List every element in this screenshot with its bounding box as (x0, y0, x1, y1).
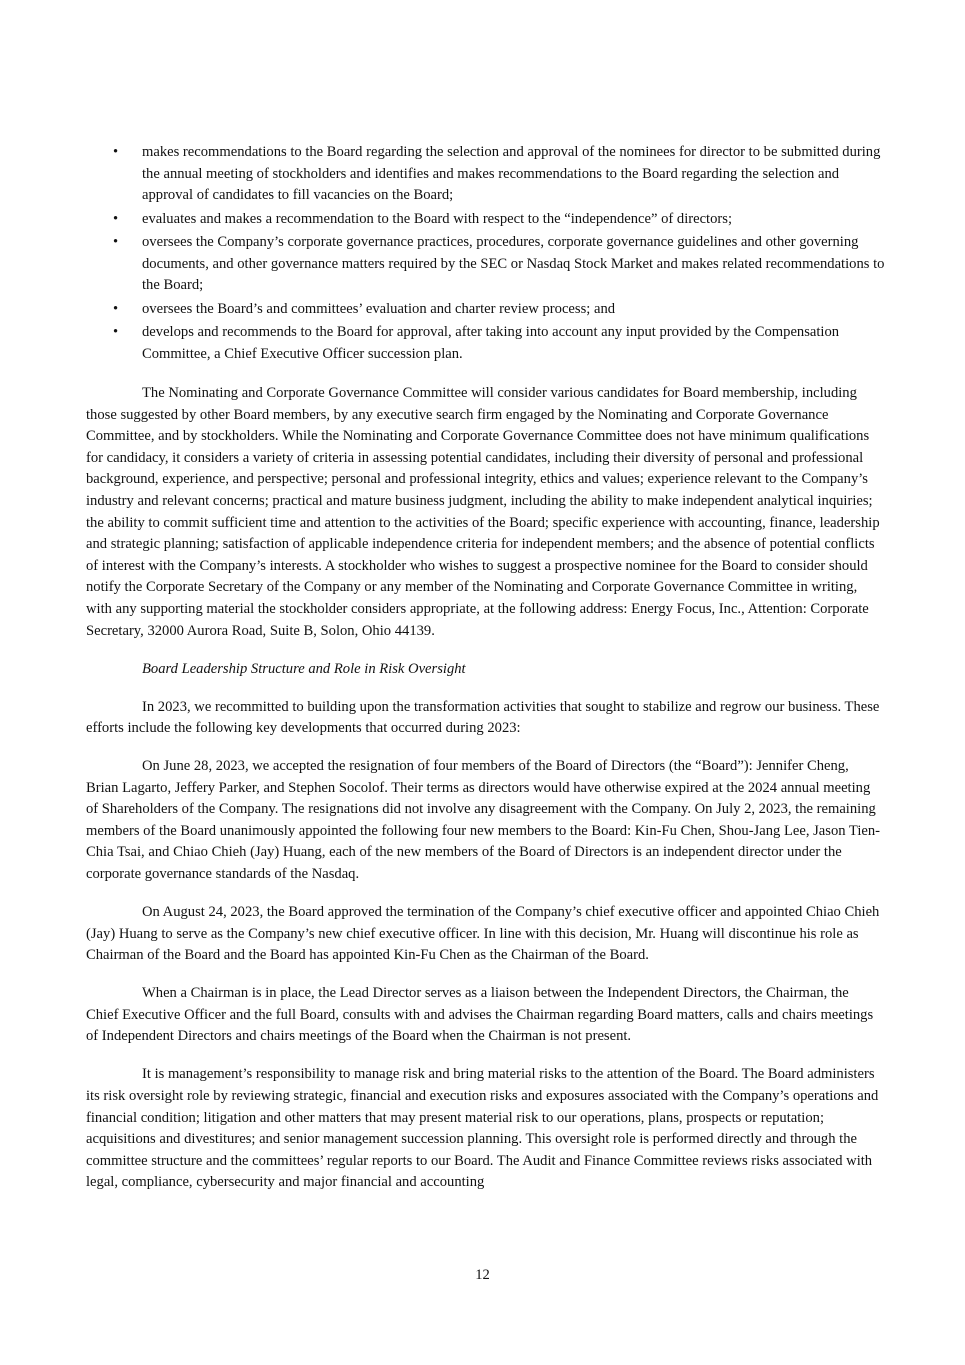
list-item: • oversees the Company’s corporate governance practices, procedures, corporate governance guidelines and other governing documents, and other governance matters required by the SEC or Nasdaq Stock Market and makes related recommendations to the Board; (113, 233, 885, 294)
bullet-icon: • (113, 210, 119, 227)
section-heading: Board Leadership Structure and Role in Risk Oversight (142, 660, 466, 677)
nominating-paragraph: The Nominating and Corporate Governance Committee will consider various candidates for Board membership, including those suggested by other Board members, by any executive search firm engaged by the Nominating and Corporate Governance Committee, and by stockholders. While the Nominating and Corporate Governance Committee does not have minimum qualifications for candidacy, it considers a variety of criteria in assessing potential candidates, including their diversity of personal and professional background, experience, and perspective; personal and professional integrity, ethics and values; experience relevant to the Company’s industry and relevant concerns; practical and mature business judgment, including the ability to make independent analytical inquiries; the ability to commit sufficient time and attention to the activities of the Board; specific experience with accounting, finance, leadership and strategic planning; satisfaction of applicable independence criteria for independent members; and the absence of potential conflicts of interest with the Company’s interests. A stockholder who wishes to suggest a prospective nominee for the Board to consider should notify the Corporate Secretary of the Company or any member of the Nominating and Corporate Governance Committee in writing, with any supporting material the stockholder considers appropriate, at the following address: Energy Focus, Inc., Attention: Corporate Secretary, 32000 Aurora Road, Suite B, Solon, Ohio 44139. (86, 385, 880, 639)
risk-paragraph: It is management’s responsibility to manage risk and bring material risks to the attention of the Board. The Board administers its risk oversight role by reviewing strategic, financial and execution risks and exposures associated with the Company’s operations and financial condition; litigation and other matters that may present material risk to our operations, plans, prospects or reputation; acquisitions and divestitures; and senior management succession planning. This oversight role is performed directly and through the committee structure and the committees’ regular reports to our Board. The Audit and Finance Committee reviews risks associated with legal, compliance, cybersecurity and major financial and accounting (86, 1066, 879, 1191)
list-item: • develops and recommends to the Board for approval, after taking into account any input provided by the Compensation Committee, a Chief Executive Officer succession plan. (113, 323, 840, 362)
page-number: 12 (475, 1267, 490, 1283)
lead-director-paragraph: When a Chairman is in place, the Lead Director serves as a liaison between the Independent Directors, the Chairman, the Chief Executive Officer and the full Board, consults with and advises the Chairman regarding Board matters, calls and chairs meetings of Independent Directors and chairs meetings of the Board when the Chairman is not present. (86, 985, 874, 1045)
committee-duties-list (86, 142, 886, 367)
list-item: • oversees the Board’s and committees’ evaluation and charter review process; and (86, 299, 886, 321)
list-item: • makes recommendations to the Board regarding the selection and approval of the nominees for director to be submitted during the annual meeting of stockholders and identifies and makes recommendations to the Board regarding the selection and approval of candidates to fill vacancies on the Board; (113, 144, 881, 204)
ceo-paragraph: On August 24, 2023, the Board approved the termination of the Company’s chief executive officer and appointed Chiao Chieh (Jay) Huang to serve as the Company’s new chief executive officer. In line with this decision, Mr. Huang will discontinue his role as Chairman of the Board and the Board has appointed Kin-Fu Chen as the Chairman of the Board. (86, 904, 880, 964)
resignation-paragraph: On June 28, 2023, we accepted the resignation of four members of the Board of Directors (the “Board”): Jennifer Cheng, Brian Lagarto, Jeffery Parker, and Stephen Socolof. Their terms as directors would have otherwise expired at the 2024 annual meeting of Shareholders of the Company. The resignations did not involve any disagreement with the Company. On July 2, 2023, the remaining members of the Board unanimously appointed the following four new members to the Board: Kin-Fu Chen, Shou-Jang Lee, Jason Tien-Chia Tsai, and Chiao Chieh (Jay) Huang, each of the new members of the Board of Directors is an independent director under the corporate governance standards of the Nasdaq. (86, 758, 881, 883)
recommitted-paragraph: In 2023, we recommitted to building upon the transformation activities that sought to stabilize and regrow our business. These efforts include the following key developments that occurred during 2023: (86, 698, 880, 737)
bullet-icon: • (113, 323, 119, 340)
body-text (86, 383, 882, 1210)
bullet-icon: • (113, 300, 119, 317)
bullet-icon: • (113, 233, 119, 250)
bullet-icon: • (113, 144, 119, 160)
list-item: • evaluates and makes a recommendation to the Board with respect to the “independence” of directors; (86, 209, 886, 231)
